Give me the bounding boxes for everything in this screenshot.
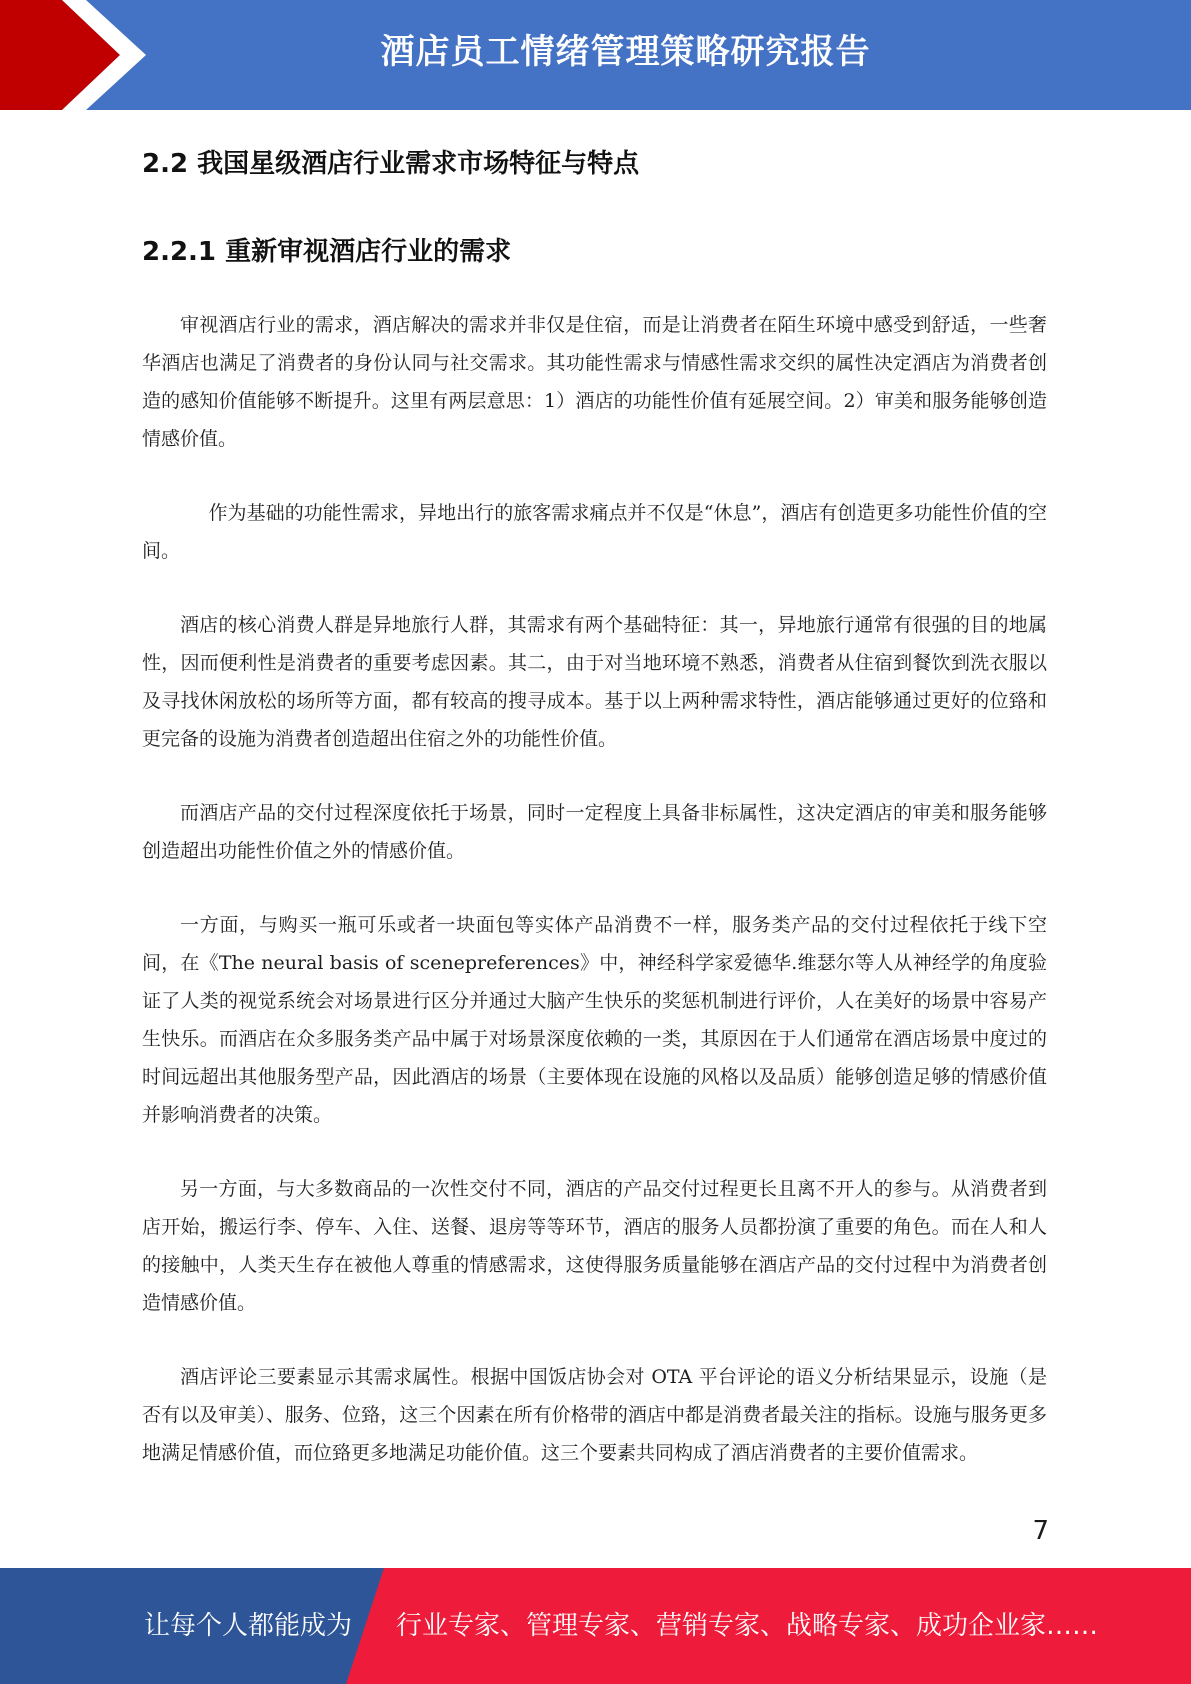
paragraph-gap [142,1134,1047,1170]
footer-slogan-left: 让每个人都能成为 [144,1611,353,1641]
footer-banner [0,1568,1191,1684]
paragraph-4: 而酒店产品的交付过程深度依托于场景，同时一定程度上具备非标属性，这决定酒店的审美和服务能够创造超出功能性价值之外的情感价值。 [142,802,1047,862]
paragraph-2: 作为基础的功能性需求，异地出行的旅客需求痛点并不仅是“休息”，酒店有创造更多功能性价值的空间。 [142,502,1047,562]
section-heading: 2.2 我国星级酒店行业需求市场特征与特点 [142,149,640,179]
paragraph-gap [142,758,1047,794]
paragraph-7: 酒店评论三要素显示其需求属性。根据中国饭店协会对 OTA 平台评论的语义分析结果显示，设施（是否有以及审美）、服务、位臵，这三个因素在所有价格带的酒店中都是消费者最关注的指标。设施与服务更多地满足情感价值，而位臵更多地满足功能价值。这三个要素共同构成了酒店消费者的主要价值需求。 [142,1366,1047,1464]
paragraph-gap [142,570,1047,606]
footer-slogan-right: 行业专家、管理专家、营销专家、战略专家、成功企业家…… [396,1611,1099,1641]
paragraph-3: 酒店的核心消费人群是异地旅行人群，其需求有两个基础特征：其一，异地旅行通常有很强的目的地属性，因而便利性是消费者的重要考虑因素。其二，由于对当地环境不熟悉，消费者从住宿到餐饮到洗衣服以及寻找休闲放松的场所等方面，都有较高的搜寻成本。基于以上两种需求特性，酒店能够通过更好的位臵和更完备的设施为消费者创造超出住宿之外的功能性价值。 [142,614,1047,750]
report-title: 酒店员工情绪管理策略研究报告 [380,32,871,72]
page-number: 7 [1032,1516,1049,1546]
header-banner [0,0,1191,110]
paragraph-1: 审视酒店行业的需求，酒店解决的需求并非仅是住宿，而是让消费者在陌生环境中感受到舒适，一些奢华酒店也满足了消费者的身份认同与社交需求。其功能性需求与情感性需求交织的属性决定酒店为消费者创造的感知价值能够不断提升。这里有两层意思：1）酒店的功能性价值有延展空间。2）审美和服务能够创造情感价值。 [142,314,1047,450]
header-arrow-decoration [0,0,160,110]
paragraph-gap [142,1322,1047,1358]
document-body [142,120,1047,1472]
subsection-heading: 2.2.1 重新审视酒店行业的需求 [142,237,512,267]
paragraph-6: 另一方面，与大多数商品的一次性交付不同，酒店的产品交付过程更长且离不开人的参与。从消费者到店开始，搬运行李、停车、入住、送餐、退房等等环节，酒店的服务人员都扮演了重要的角色。而在人和人的接触中，人类天生存在被他人尊重的情感需求，这使得服务质量能够在酒店产品的交付过程中为消费者创造情感价值。 [142,1178,1047,1314]
paragraph-gap [142,458,1047,494]
paragraph-5: 一方面，与购买一瓶可乐或者一块面包等实体产品消费不一样，服务类产品的交付过程依托于线下空间，在《The neural basis of scenepreferences》中，神经科学家爱德华.维瑟尔等人从神经学的角度验证了人类的视觉系统会对场景进行区分并通过大脑产生快乐的奖惩机制进行评价，人在美好的场景中容易产生快乐。而酒店在众多服务类产品中属于对场景深度依赖的一类，其原因在于人们通常在酒店场景中度过的时间远超出其他服务型产品，因此酒店的场景（主要体现在设施的风格以及品质）能够创造足够的情感价值并影响消费者的决策。 [142,914,1047,1126]
paragraph-gap [142,870,1047,906]
